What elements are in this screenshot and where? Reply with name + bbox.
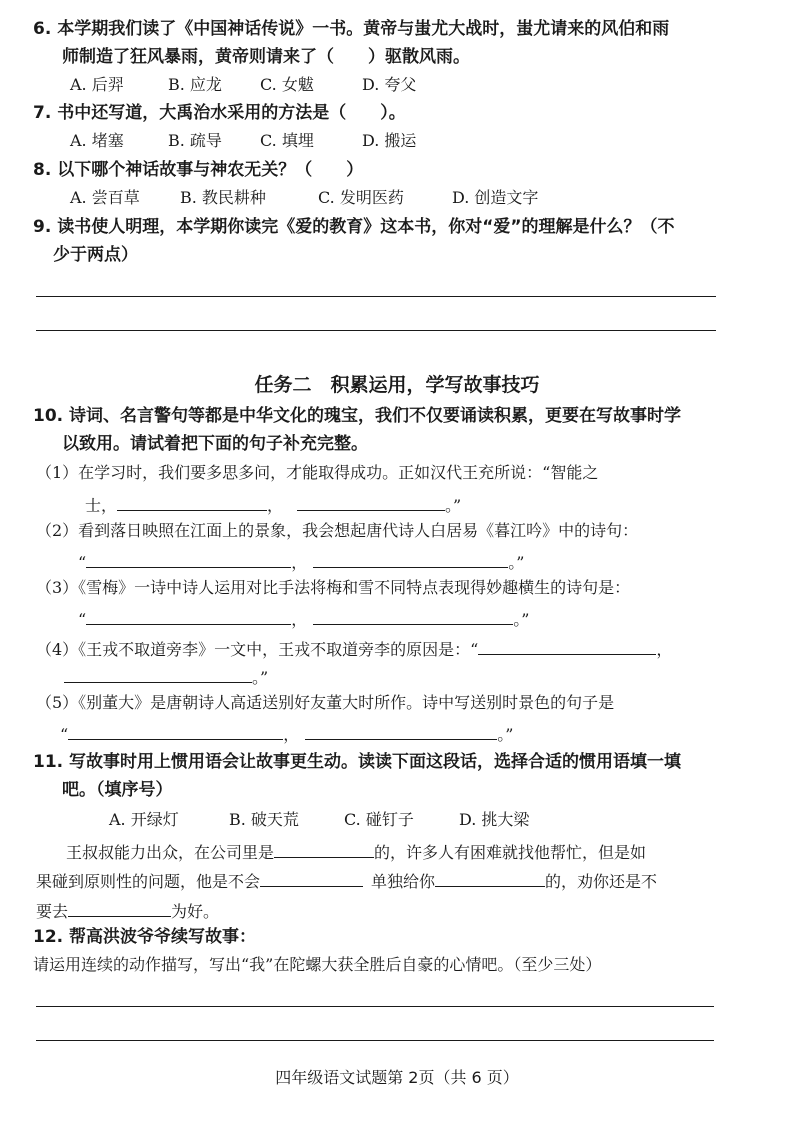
text: 。” [497, 725, 514, 744]
option-d[interactable]: D. 创造文字 [452, 188, 539, 207]
fill-blank[interactable] [313, 606, 513, 625]
text: 。” [508, 553, 525, 572]
option-d[interactable]: D. 挑大梁 [459, 810, 530, 829]
option-a[interactable]: A. 开绿灯 [109, 810, 179, 829]
text: ， [283, 725, 300, 744]
question-12-line-1: 12. 帮高洪波爷爷续写故事： [33, 927, 257, 947]
fill-blank[interactable] [86, 606, 291, 625]
option-c[interactable]: C. 填埋 [260, 131, 314, 150]
fill-blank[interactable] [86, 549, 291, 568]
option-c[interactable]: C. 女魃 [260, 75, 314, 94]
text: “ [78, 610, 87, 629]
answer-line[interactable] [36, 1040, 714, 1041]
text: 。” [252, 668, 269, 687]
fill-blank[interactable] [478, 636, 656, 655]
answer-line[interactable] [36, 330, 716, 331]
text: ， [291, 553, 308, 572]
text: 的，许多人有困难就找他帮忙，但是如 [374, 843, 647, 862]
text: ， [656, 640, 673, 659]
section-title: 任务二 积累运用，学写故事技巧 [254, 374, 540, 396]
question-10-part-5-blanks [60, 721, 513, 746]
question-11-paragraph-line-2 [36, 868, 657, 893]
fill-blank[interactable] [313, 549, 508, 568]
question-10-part-3-blanks [78, 606, 529, 631]
question-10-line-1: 10. 诗词、名言警句等都是中华文化的瑰宝，我们不仅要诵读积累，更要在写故事时学 [33, 406, 682, 426]
question-10-part-2: （2）看到落日映照在江面上的景象，我会想起唐代诗人白居易《暮江吟》中的诗句： [36, 521, 639, 540]
question-10-part-3: （3）《雪梅》一诗中诗人运用对比手法将梅和雪不同特点表现得妙趣横生的诗句是： [36, 578, 631, 597]
question-8: 8. 以下哪个神话故事与神农无关？（ ） [33, 160, 364, 180]
fill-blank[interactable] [435, 868, 545, 887]
option-d[interactable]: D. 搬运 [362, 131, 417, 150]
text: 。” [445, 496, 462, 515]
fill-blank[interactable] [305, 721, 497, 740]
question-6-options [70, 74, 416, 96]
text: ， [291, 610, 308, 629]
text: 果碰到原则性的问题，他是不会 [36, 872, 261, 891]
text: 的，劝你还是不 [545, 872, 658, 891]
fill-blank[interactable] [64, 664, 252, 683]
option-b[interactable]: B. 应龙 [168, 75, 222, 94]
question-11-paragraph-line-3 [36, 898, 219, 923]
question-10-part-4-blanks [64, 664, 268, 689]
answer-line[interactable] [36, 296, 716, 297]
question-6-line-2: 师制造了狂风暴雨，黄帝则请来了（ ）驱散风雨。 [62, 47, 470, 67]
question-11-options [109, 809, 529, 831]
text: 为好。 [171, 902, 220, 921]
question-10-part-4 [36, 636, 672, 661]
question-12-line-2: 请运用连续的动作描写，写出“我”在陀螺大获全胜后自豪的心情吧。（至少三处） [33, 955, 602, 974]
option-c[interactable]: C. 发明医药 [318, 188, 404, 207]
text: 要去 [36, 902, 69, 921]
option-b[interactable]: B. 疏导 [168, 131, 222, 150]
question-11-paragraph-line-1 [66, 839, 646, 864]
fill-blank[interactable] [68, 898, 171, 917]
option-b[interactable]: B. 教民耕种 [180, 188, 266, 207]
question-9-line-1: 9. 读书使人明理，本学期你读完《爱的教育》这本书，你对“爱”的理解是什么？（不 [33, 217, 675, 237]
text: “ [78, 553, 87, 572]
text: ， [267, 496, 284, 515]
option-a[interactable]: A. 堵塞 [70, 131, 124, 150]
option-b[interactable]: B. 破天荒 [229, 810, 299, 829]
text: “ [60, 725, 69, 744]
answer-line[interactable] [36, 1006, 714, 1007]
text: （4）《王戎不取道旁李》一文中，王戎不取道旁李的原因是：“ [36, 640, 479, 659]
fill-blank[interactable] [297, 492, 445, 511]
text: 士， [85, 496, 118, 515]
option-a[interactable]: A. 尝百草 [70, 188, 140, 207]
option-d[interactable]: D. 夸父 [362, 75, 417, 94]
fill-blank[interactable] [68, 721, 283, 740]
question-10-part-2-blanks [78, 549, 524, 574]
question-8-options [70, 187, 538, 209]
question-7: 7. 书中还写道，大禹治水采用的方法是（ ）。 [33, 103, 406, 123]
text: 。” [513, 610, 530, 629]
option-c[interactable]: C. 碰钉子 [344, 810, 414, 829]
page-footer: 四年级语文试题第 2页（共 6 页） [275, 1068, 519, 1087]
fill-blank[interactable] [117, 492, 267, 511]
question-11-line-2: 吧。（填序号） [62, 780, 173, 800]
fill-blank[interactable] [260, 868, 363, 887]
text: 王叔叔能力出众，在公司里是 [66, 843, 275, 862]
question-7-options [70, 130, 416, 152]
question-10-part-1: （1）在学习时，我们要多思多问，才能取得成功。正如汉代王充所说：“智能之 [36, 463, 599, 482]
question-10-line-2: 以致用。请试着把下面的句子补充完整。 [62, 434, 368, 454]
question-10-part-1-blanks [85, 492, 461, 517]
question-11-line-1: 11. 写故事时用上惯用语会让故事更生动。读读下面这段话，选择合适的惯用语填一填 [33, 752, 682, 772]
fill-blank[interactable] [274, 839, 374, 858]
question-10-part-5: （5）《别董大》是唐朝诗人高适送别好友董大时所作。诗中写送别时景色的句子是 [36, 693, 615, 712]
question-6-line-1: 6. 本学期我们读了《中国神话传说》一书。黄帝与蚩尤大战时，蚩尤请来的风伯和雨 [33, 19, 670, 39]
text: 单独给你 [371, 872, 436, 891]
option-a[interactable]: A. 后羿 [70, 75, 124, 94]
question-9-line-2: 少于两点） [53, 245, 138, 265]
